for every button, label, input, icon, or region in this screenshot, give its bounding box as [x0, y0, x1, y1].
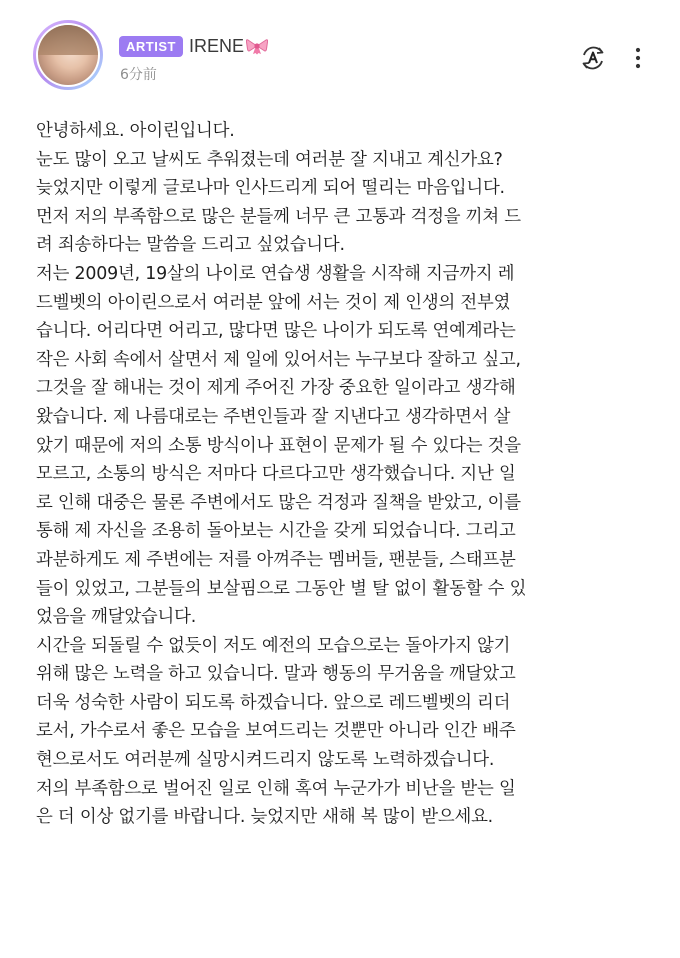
post-text-line: 로서, 가수로서 좋은 모습을 보여드리는 것뿐만 아니라 인간 배주 — [36, 721, 516, 742]
avatar-hair — [38, 25, 98, 55]
pink-bow-icon — [246, 37, 268, 55]
post-text-line: 저의 부족함으로 벌어진 일로 인해 혹여 누군가가 비난을 받는 일 — [36, 778, 516, 799]
post-text-line: 늦었지만 이렇게 글로나마 인사드리게 되어 떨리는 마음입니다. — [36, 178, 505, 199]
post-text-line: 눈도 많이 오고 날씨도 추워졌는데 여러분 잘 지내고 계신가요? — [36, 149, 503, 170]
post-header — [0, 0, 680, 110]
post-text-line: 들이 있었고, 그분들의 보살핌으로 그동안 별 탈 없이 활동할 수 있 — [36, 578, 527, 599]
post-body — [36, 117, 651, 832]
artist-badge: ARTIST — [119, 36, 183, 57]
post-text-line: 드벨벳의 아이린으로서 여러분 앞에 서는 것이 제 인생의 전부였 — [36, 292, 511, 313]
translate-icon[interactable] — [578, 43, 608, 73]
post-text-line: 저는 2009년, 19살의 나이로 연습생 생활을 시작해 지금까지 레 — [36, 263, 515, 284]
post-text-line: 더욱 성숙한 사람이 되도록 하겠습니다. 앞으로 레드벨벳의 리더 — [36, 692, 511, 713]
post-text-line: 왔습니다. 제 나름대로는 주변인들과 잘 지낸다고 생각하면서 살 — [36, 406, 511, 427]
post-text-line: 로 인해 대중은 물론 주변에서도 많은 걱정과 질책을 받았고, 이를 — [36, 492, 521, 513]
post-text-line: 통해 제 자신을 조용히 돌아보는 시간을 갖게 되었습니다. 그리고 — [36, 521, 516, 542]
post-text-line: 그것을 잘 해내는 것이 제게 주어진 가장 중요한 일이라고 생각해 — [36, 378, 516, 399]
post-time: 6分前 — [120, 67, 157, 83]
post-text-line: 었음을 깨달았습니다. — [36, 607, 197, 628]
avatar[interactable] — [33, 20, 103, 90]
author-name[interactable]: IRENE — [188, 36, 244, 56]
post-text-line: 안녕하세요. 아이린입니다. — [36, 121, 235, 141]
post-text-line: 모르고, 소통의 방식은 저마다 다르다고만 생각했습니다. 지난 일 — [36, 464, 516, 485]
author-row — [119, 33, 268, 59]
post-text-line: 았기 때문에 저의 소통 방식이나 표현이 문제가 될 수 있다는 것을 — [36, 435, 521, 456]
more-vertical-icon[interactable] — [628, 45, 648, 71]
avatar-frame — [36, 23, 100, 87]
post-text-line: 습니다. 어리다면 어리고, 많다면 많은 나이가 되도록 연예계라는 — [36, 321, 516, 342]
post-text-line: 과분하게도 제 주변에는 저를 아껴주는 멤버들, 팬분들, 스태프분 — [36, 549, 516, 570]
post-text-line: 작은 사회 속에서 살면서 제 일에 있어서는 누구보다 잘하고 싶고, — [36, 349, 521, 370]
post-text-line: 려 죄송하다는 말씀을 드리고 싶었습니다. — [36, 235, 345, 256]
post-text-line: 현으로서도 여러분께 실망시켜드리지 않도록 노력하겠습니다. — [36, 750, 495, 771]
post-text-line: 시간을 되돌릴 수 없듯이 저도 예전의 모습으로는 돌아가지 않기 — [36, 635, 511, 656]
post-text-line: 먼저 저의 부족함으로 많은 분들께 너무 큰 고통과 걱정을 끼쳐 드 — [36, 206, 521, 227]
post-text-line: 위해 많은 노력을 하고 있습니다. 말과 행동의 무거움을 깨달았고 — [36, 664, 516, 685]
post-text-line: 은 더 이상 없기를 바랍니다. 늦었지만 새해 복 많이 받으세요. — [36, 807, 493, 828]
